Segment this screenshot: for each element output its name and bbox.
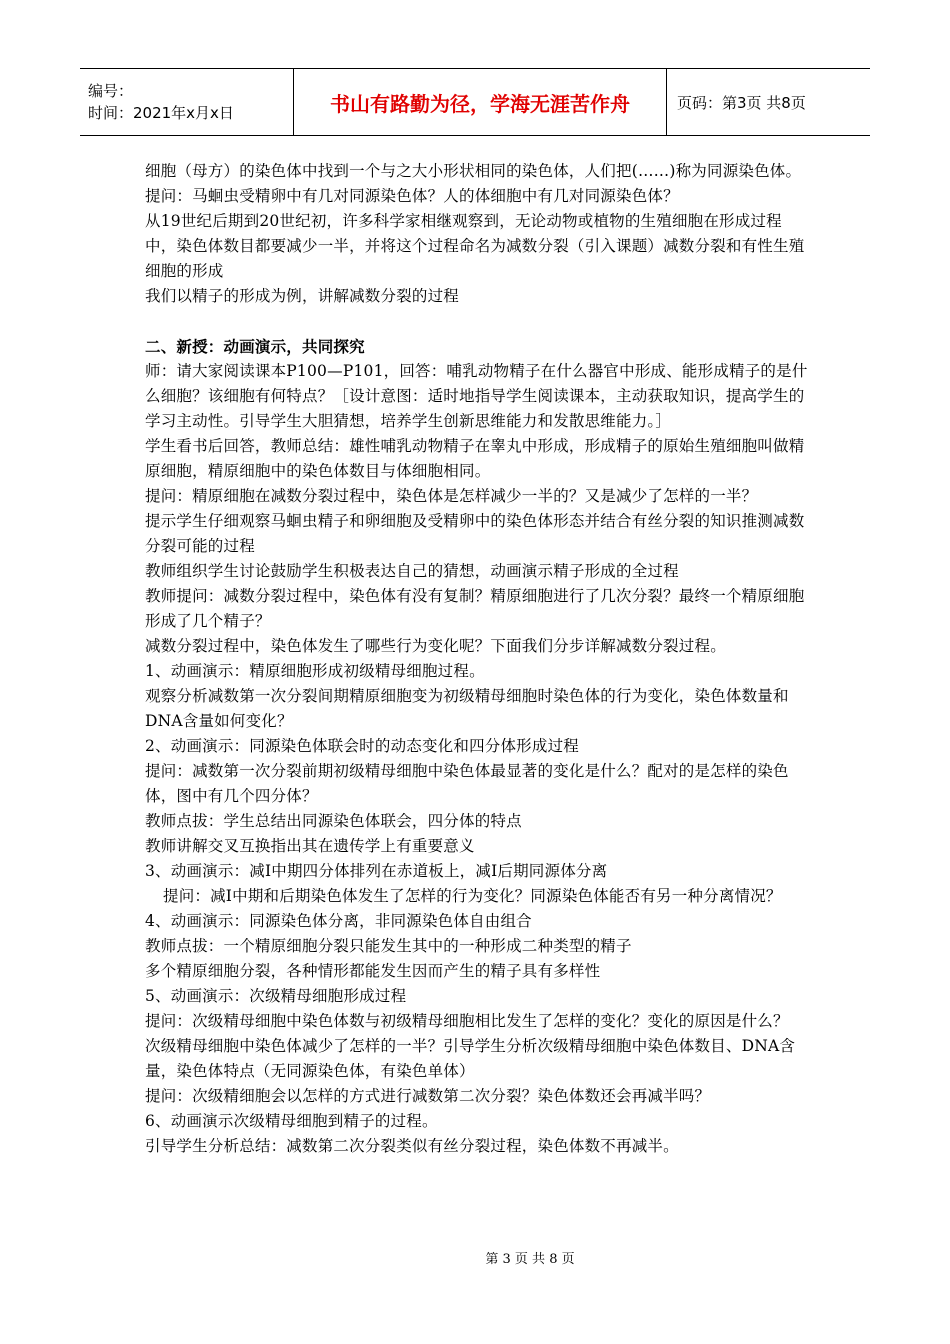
paragraph: 学生看书后回答，教师总结：雄性哺乳动物精子在睾丸中形成，形成精子的原始生殖细胞叫做精原细胞，精原细胞中的染色体数目与体细胞相同。 [145, 437, 805, 480]
paragraph: 提问：减Ⅰ中期和后期染色体发生了怎样的行为变化？同源染色体能否有另一种分离情况？ [163, 887, 782, 905]
step-heading: 5、动画演示：次级精母细胞形成过程 [145, 987, 407, 1005]
header-page-number: 页码：第3页 共8页 [667, 69, 871, 136]
paragraph: 引导学生分析总结：减数第二次分裂类似有丝分裂过程，染色体数不再减半。 [145, 1137, 679, 1155]
paragraph: 教师点拔：一个精原细胞分裂只能发生其中的一种形成二种类型的精子 [145, 937, 632, 955]
header-meta [80, 69, 294, 136]
paragraph: 多个精原细胞分裂，各种情形都能发生因而产生的精子具有多样性 [145, 962, 601, 980]
paragraph: 减数分裂过程中，染色体发生了哪些行为变化呢？下面我们分步详解减数分裂过程。 [145, 637, 726, 655]
page-header [80, 68, 870, 136]
paragraph: 细胞（母方）的染色体中找到一个与之大小形状相同的染色体，人们把(……)称为同源染色体。 [145, 162, 802, 180]
paragraph: 提问：精原细胞在减数分裂过程中，染色体是怎样减少一半的？又是减少了怎样的一半？ [145, 487, 758, 505]
paragraph: 提问：次级精细胞会以怎样的方式进行减数第二次分裂？染色体数还会再减半吗？ [145, 1087, 711, 1105]
header-motto: 书山有路勤为径，学海无涯苦作舟 [294, 69, 667, 136]
paragraph: 师：请大家阅读课本P100—P101，回答：哺乳动物精子在什么器官中形成、能形成精子的是什么细胞？该细胞有何特点？［设计意图：适时地指导学生阅读课本，主动获取知识，提高学生的学习主动性。引导学生大胆猜想，培养学生创新思维能力和发散思维能力。］ [145, 362, 808, 430]
step-heading: 3、动画演示：减Ⅰ中期四分体排列在赤道板上，减Ⅰ后期同源体分离 [145, 862, 608, 880]
document-number-label: 编号： [88, 82, 134, 100]
paragraph: 教师点拔：学生总结出同源染色体联会，四分体的特点 [145, 812, 522, 830]
step-heading: 4、动画演示：同源染色体分离，非同源染色体自由组合 [145, 912, 532, 930]
paragraph: 从19世纪后期到20世纪初，许多科学家相继观察到，无论动物或植物的生殖细胞在形成过程中，染色体数目都要减少一半，并将这个过程命名为减数分裂（引入课题）减数分裂和有性生殖细胞的形成 [145, 212, 805, 280]
paragraph: 我们以精子的形成为例，讲解减数分裂的过程 [145, 287, 460, 305]
section-heading: 二、新授：动画演示，共同探究 [145, 337, 365, 356]
page-footer: 第 3 页 共 8 页 [485, 1252, 575, 1267]
paragraph: 提问：次级精母细胞中染色体数与初级精母细胞相比发生了怎样的变化？变化的原因是什么？ [145, 1012, 789, 1030]
paragraph: 次级精母细胞中染色体减少了怎样的一半？引导学生分析次级精母细胞中染色体数目、DNA含量，染色体特点（无同源染色体，有染色单体） [145, 1037, 796, 1080]
document-body [145, 159, 810, 1159]
step-heading: 2、动画演示：同源染色体联会时的动态变化和四分体形成过程 [145, 737, 579, 755]
paragraph: 提示学生仔细观察马蛔虫精子和卵细胞及受精卵中的染色体形态并结合有丝分裂的知识推测减数分裂可能的过程 [145, 512, 805, 555]
paragraph: 教师讲解交叉互换指出其在遗传学上有重要意义 [145, 837, 475, 855]
paragraph: 提问：马蛔虫受精卵中有几对同源染色体？人的体细胞中有几对同源染色体？ [145, 187, 679, 205]
paragraph: 提问：减数第一次分裂前期初级精母细胞中染色体最显著的变化是什么？配对的是怎样的染色体，图中有几个四分体？ [145, 762, 789, 805]
step-heading: 1、动画演示：精原细胞形成初级精母细胞过程。 [145, 662, 485, 680]
paragraph: 观察分析减数第一次分裂间期精原细胞变为初级精母细胞时染色体的行为变化，染色体数量和DNA含量如何变化？ [145, 687, 789, 730]
document-date: 时间：2021年x月x日 [88, 104, 234, 122]
step-heading: 6、动画演示次级精母细胞到精子的过程。 [145, 1112, 438, 1130]
paragraph: 教师提问：减数分裂过程中，染色体有没有复制？精原细胞进行了几次分裂？最终一个精原细胞形成了几个精子？ [145, 587, 805, 630]
paragraph: 教师组织学生讨论鼓励学生积极表达自己的猜想，动画演示精子形成的全过程 [145, 562, 679, 580]
